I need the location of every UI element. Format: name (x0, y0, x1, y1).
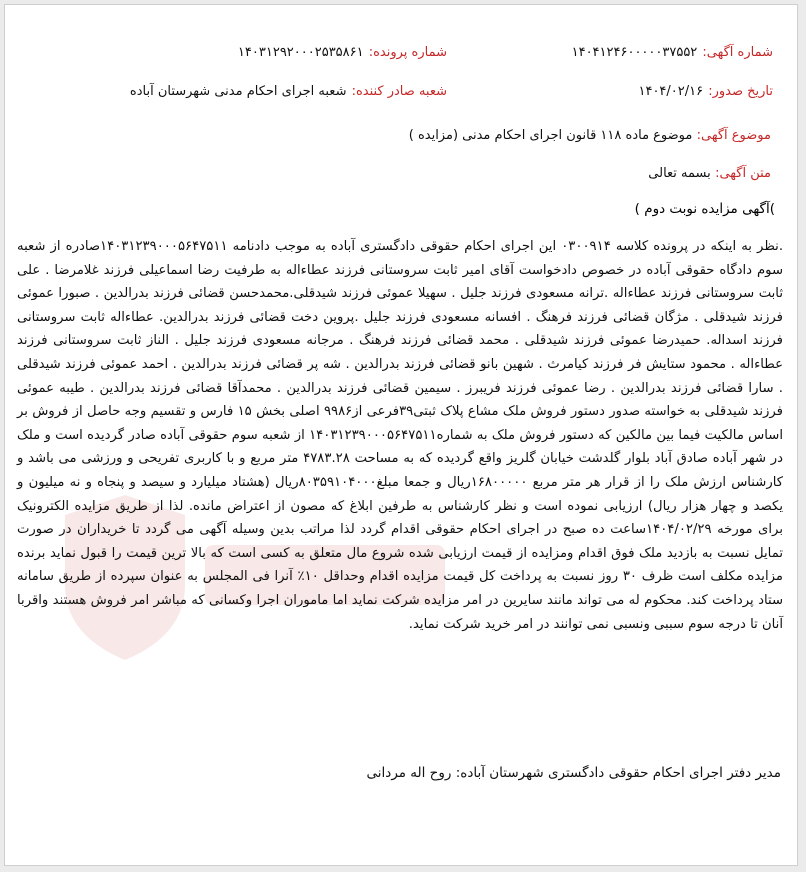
text-value: بسمه تعالی (648, 166, 711, 181)
ad-number (572, 41, 773, 60)
issuer-label: شعبه صادر کننده: (351, 84, 447, 99)
notice-title: )آگهی مزایده نوبت دوم ) (634, 201, 775, 217)
issue-date-value: ۱۴۰۴/۰۲/۱۶ (638, 84, 704, 99)
case-number-value: ۱۴۰۳۱۲۹۲۰۰۰۲۵۳۵۸۶۱ (237, 45, 364, 60)
signature-line: مدیر دفتر اجرای احکام حقوقی دادگستری شهرستان آباده: روح اله مردانی (366, 765, 781, 781)
issuer (130, 80, 447, 99)
issue-date (638, 80, 773, 99)
ad-number-label: شماره آگهی: (702, 45, 773, 60)
subject-value: موضوع ماده ۱۱۸ قانون اجرای احکام مدنی (مزایده ) (408, 128, 693, 143)
issuer-value: شعبه اجرای احکام مدنی شهرستان آباده (129, 84, 347, 99)
case-number (238, 41, 447, 60)
issue-date-label: تاریخ صدور: (708, 84, 773, 99)
subject-line (409, 127, 771, 143)
text-label: متن آگهی: (715, 166, 771, 181)
notice-body-text: .نظر به اینکه در پرونده کلاسه ۰۳۰۰۹۱۴ این اجرای احکام حقوقی دادگستری آباده به موجب دادنامه ۱۴۰۳۱۲۳۹۰۰۰۵۶۴۷۵۱۱صادره از شعبه سوم دادگاه حقوقی آباده در خصوص دادخواست آقای امیر ثابت سروستانی فرزند عطاءاله به طرفیت رضا اسماعیلی فرزند غلامرضا . علی ثابت سروستانی فرزند عطاءاله .ترانه مسعودی فرزند جلیل . سهیلا عموئی فرزند شیدقلی.محمدحسن قضائی فرزند بدرالدین . صبورا عموئی فرزند شیدقلی . مژگان قضائی فرزند فرهنگ . افسانه مسعودی فرزند جلیل .پروین دخت قضائی فرزند بدرالدین. عطاءاله ثابت سروستانی فرزند اسداله. حمیدرضا عموئی فرزند شیدقلی . محمد قضائی فرزند فرهنگ . مرجانه مسعودی فرزند جلیل . الناز ثابت سروستانی فرزند عطاءاله . محمود ستایش فر فرزند کیامرث . شهین بانو قضائی فرزند بدرالدین . شه پر قضائی فرزند بدرالدین . احمد عموئی فرزند شیدقلی . سارا قضائی فرزند بدرالدین . رضا عموئی فرزند فریبرز . سیمین قضائی فرزند بدرالدین . محمدآقا قضائی فرزند بدرالدین . طیبه عموئی فرزند شیدقلی به خواسته صدور دستور فروش ملک مشاع پلاک ثبتی۳۹فرعی از۹۹۸۶ اصلی بخش ۱۵ فارس و تقسیم وجه حاصل از فروش بر اساس مالکیت فیما بین مالکین که دستور فروش ملک به شماره۱۴۰۳۱۲۳۹۰۰۰۵۶۴۷۵۱۱ از شعبه سوم حقوقی آباده صادر گردیده است و ملک در شهر آباده صادق آباد بلوار گلدشت خیابان گلریز واقع گردیده که به مساحت ۴۷۸۳.۲۸ متر مربع و با کاربری تفریحی و ورزشی می باشد و کارشناس ارزش ملک را از قرار هر متر مربع ۱۶۸۰۰۰۰۰ریال و جمعا مبلغ۸۰۳۵۹۱۰۴۰۰۰ریال (هشتاد میلیارد و سیصد و پنجاه و نه میلیون و یکصد و چهار هزار ریال) ارزیابی نموده است و نظر کارشناس به طرفین ابلاغ که مصون از اعتراض مانده. لذا از طریق مزایده الکترونیک برای مورخه ۱۴۰۴/۰۲/۲۹ساعت ده صبح در اجرای احکام حقوقی اقدام گردد لذا مراتب بدین وسیله آگهی می گردد تا خریداران در صورت تمایل نسبت به بازدید ملک فوق اقدام ومزایده از قیمت ارزیابی شده شروع مال متعلق به کسی است که بالا ترین قیمت را قبول نماید برنده مزایده مکلف است ظرف ۳۰ روز نسبت به پرداخت کل قیمت مزایده اقدام وحداقل ۱۰٪ آنرا فی المجلس به عنوان سپرده از طریق سامانه ستاد پرداخت کند. محکوم له می تواند مانند سایرین در امر مزایده شرکت نماید اما ماموران اجرا وکسانی که مباشر امر فروش هستند واقربا آنان تا درجه سوم سببی ونسبی نمی توانند در امر خرید شرکت نماید. (17, 239, 784, 632)
subject-label: موضوع آگهی: (696, 128, 771, 143)
case-number-label: شماره پرونده: (368, 45, 447, 60)
ad-number-value: ۱۴۰۴۱۲۴۶۰۰۰۰۰۳۷۵۵۲ (571, 45, 698, 60)
notice-body (17, 235, 783, 636)
text-line (648, 165, 771, 181)
notice-document (4, 4, 798, 866)
